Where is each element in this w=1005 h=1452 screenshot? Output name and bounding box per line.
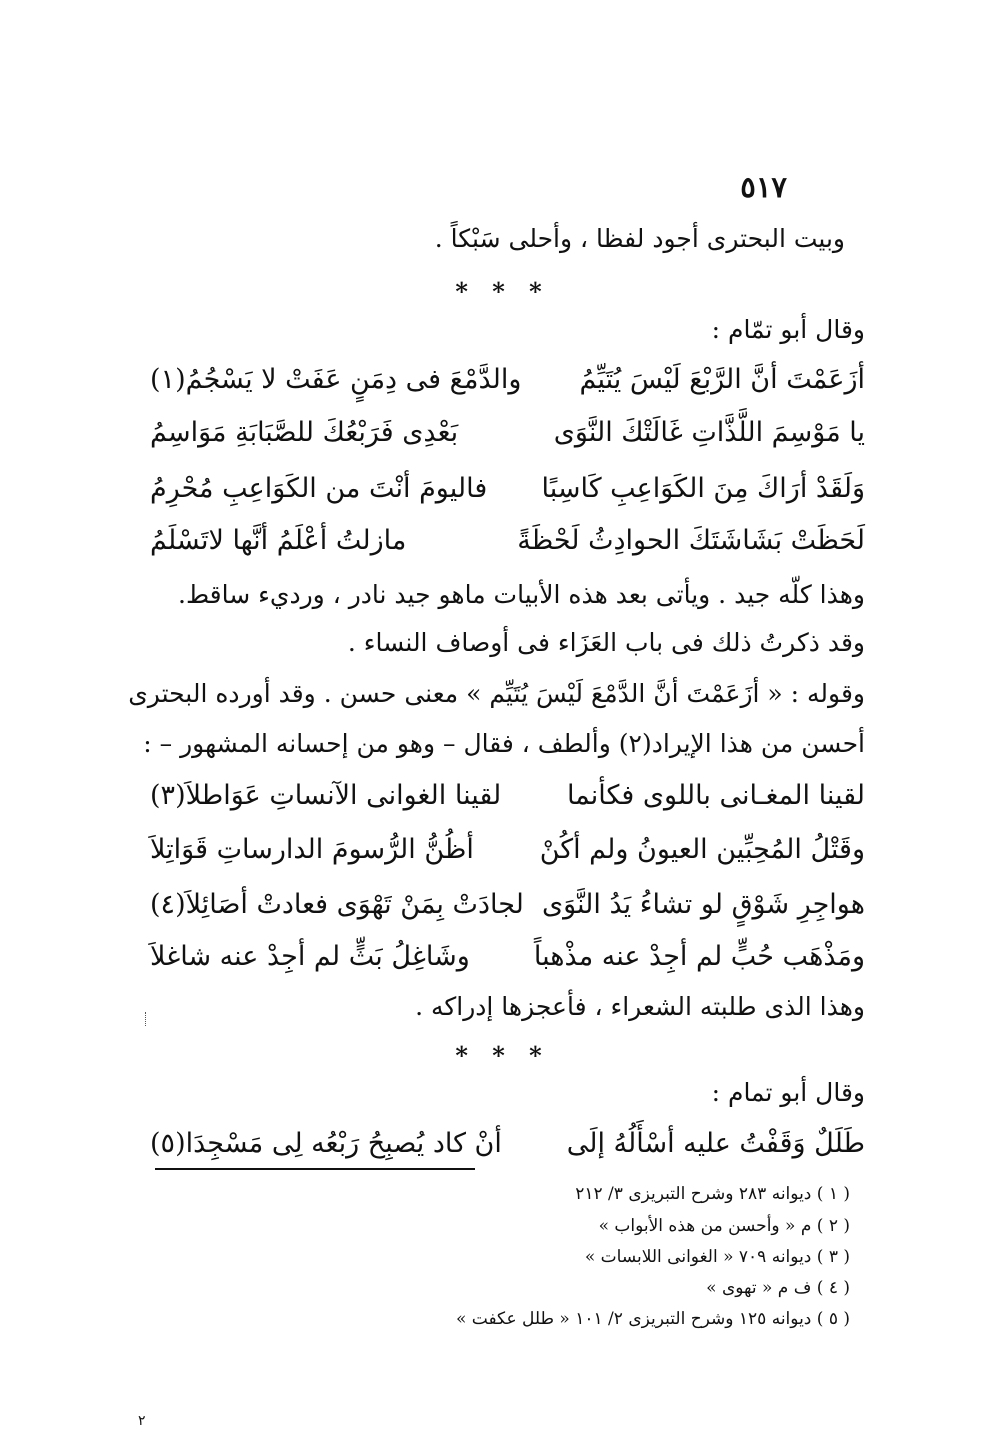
footnote: ( ١ ) ديوانه ٢٨٣ وشرح التبريزى ٣/ ٢١٢ bbox=[575, 1184, 850, 1204]
margin-dot-mark bbox=[145, 1012, 149, 1026]
verse bbox=[150, 469, 865, 513]
verse bbox=[150, 885, 865, 929]
commentary-line: أحسن من هذا الإيراد(٢) وألطف ، فقال – وهو من إحسانه المشهور – : bbox=[143, 729, 865, 758]
verse-hemistich-second: لجادَتْ بِمَنْ تَهْوَى فعادتْ أصَائِلاَ(٤) bbox=[150, 889, 524, 920]
commentary-line: وهذا الذى طلبته الشعراء ، فأعجزها إدراكه . bbox=[415, 992, 865, 1021]
footnote: ( ٤ ) ف م « تهوى » bbox=[706, 1278, 850, 1298]
footnote: ( ٥ ) ديوانه ١٢٥ وشرح التبريزى ٢/ ١٠١ « طلل عكفت » bbox=[455, 1309, 850, 1329]
commentary-line: وقد ذكرتُ ذلك فى باب العَزَاء فى أوصاف النساء . bbox=[347, 628, 865, 657]
verse-hemistich-first: لقينا المغـانى باللوى فكأنما bbox=[566, 780, 865, 811]
verse-hemistich-first: هواجِرِ شَوْقٍ لو تشاءُ يَدُ النَّوَى bbox=[541, 889, 865, 920]
verse-hemistich-second: بَعْدِى فَرَبْعُكَ للصَّبَابَةِ مَوَاسِمُ bbox=[150, 417, 459, 448]
verse bbox=[150, 360, 865, 404]
verse-hemistich-first: لَحَظَتْ بَشَاشَتَكَ الحوادِثُ لَحْظَةً bbox=[517, 525, 865, 556]
footnote: ( ٣ ) ديوانه ٧٠٩ « الغوانى اللابسات » bbox=[584, 1247, 850, 1267]
verse-hemistich-first: وَلَقَدْ أرَاكَ مِنَ الكَوَاعِبِ كَاسِبًا bbox=[541, 473, 865, 504]
section-separator: * * * bbox=[455, 277, 550, 306]
verse bbox=[150, 413, 865, 457]
verse-hemistich-first: ومَذْهَب حُبٍّ لم أجِدْ عنه مذْهباً bbox=[533, 941, 865, 972]
verse-hemistich-first: طَلَلٌ وَقَفْتُ عليه أسْأَلُهُ إلَى bbox=[566, 1128, 865, 1159]
verse bbox=[150, 776, 865, 820]
commentary-line: وهذا كلّه جيد . ويأتى بعد هذه الأبيات ماهو جيد نادر ، ورديء ساقط. bbox=[178, 580, 865, 609]
verse-hemistich-second: والدَّمْعَ فى دِمَنٍ عَفَتْ لا يَسْجُمُ(١) bbox=[150, 364, 522, 395]
verse bbox=[150, 937, 865, 981]
verse-hemistich-second: أنْ كاد يُصبِحُ رَبْعُه لِى مَسْجِدَا(٥) bbox=[150, 1128, 502, 1159]
verse bbox=[150, 521, 865, 565]
footnote-separator bbox=[155, 1168, 475, 1170]
signature-mark: ٢ bbox=[138, 1413, 146, 1429]
poet-header: وقال أبو تمام : bbox=[711, 1078, 865, 1107]
footnote: ( ٢ ) م « وأحسن من هذه الأبواب » bbox=[598, 1216, 850, 1236]
verse-hemistich-second: أظُنُّ الرُّسومَ الدارساتِ قَوَاتِلاَ bbox=[150, 834, 474, 865]
verse bbox=[150, 830, 865, 874]
verse-hemistich-second: فاليومَ أنْتَ من الكَوَاعِبِ مُحْرِمُ bbox=[150, 473, 488, 504]
verse-hemistich-second: مازلتُ أعْلَمُ أنَّها لاتَسْلَمُ bbox=[150, 525, 407, 556]
page-number: ٥١٧ bbox=[740, 170, 787, 204]
section-separator: * * * bbox=[455, 1041, 550, 1070]
verse-hemistich-first: أزَعَمْتَ أنَّ الرَّبْعَ لَيْسَ يُتَيِّمُ bbox=[579, 364, 865, 395]
verse bbox=[150, 1124, 865, 1168]
verse-hemistich-first: وقَتْلُ المُحِبِّين العيونُ ولم أكُنْ bbox=[539, 834, 865, 865]
commentary-line: وقوله : « أزَعَمْتَ أنَّ الدَّمْعَ لَيْسَ يُتَيِّم » معنى حسن . وقد أورده البحترى bbox=[128, 679, 865, 708]
verse-hemistich-second: لقينا الغوانى الآنساتِ عَوَاطلاَ(٣) bbox=[150, 780, 502, 811]
intro-line: وبيت البحترى أجود لفظا ، وأحلى سَبْكاً . bbox=[434, 224, 845, 253]
poet-header: وقال أبو تمّام : bbox=[711, 315, 865, 344]
verse-hemistich-first: يا مَوْسِمَ اللَّذَّاتِ غَالَتْكَ النَّوَى bbox=[553, 417, 865, 448]
verse-hemistich-second: وشَاغِلُ بَثٍّ لم أجِدْ عنه شاغلاَ bbox=[150, 941, 470, 972]
